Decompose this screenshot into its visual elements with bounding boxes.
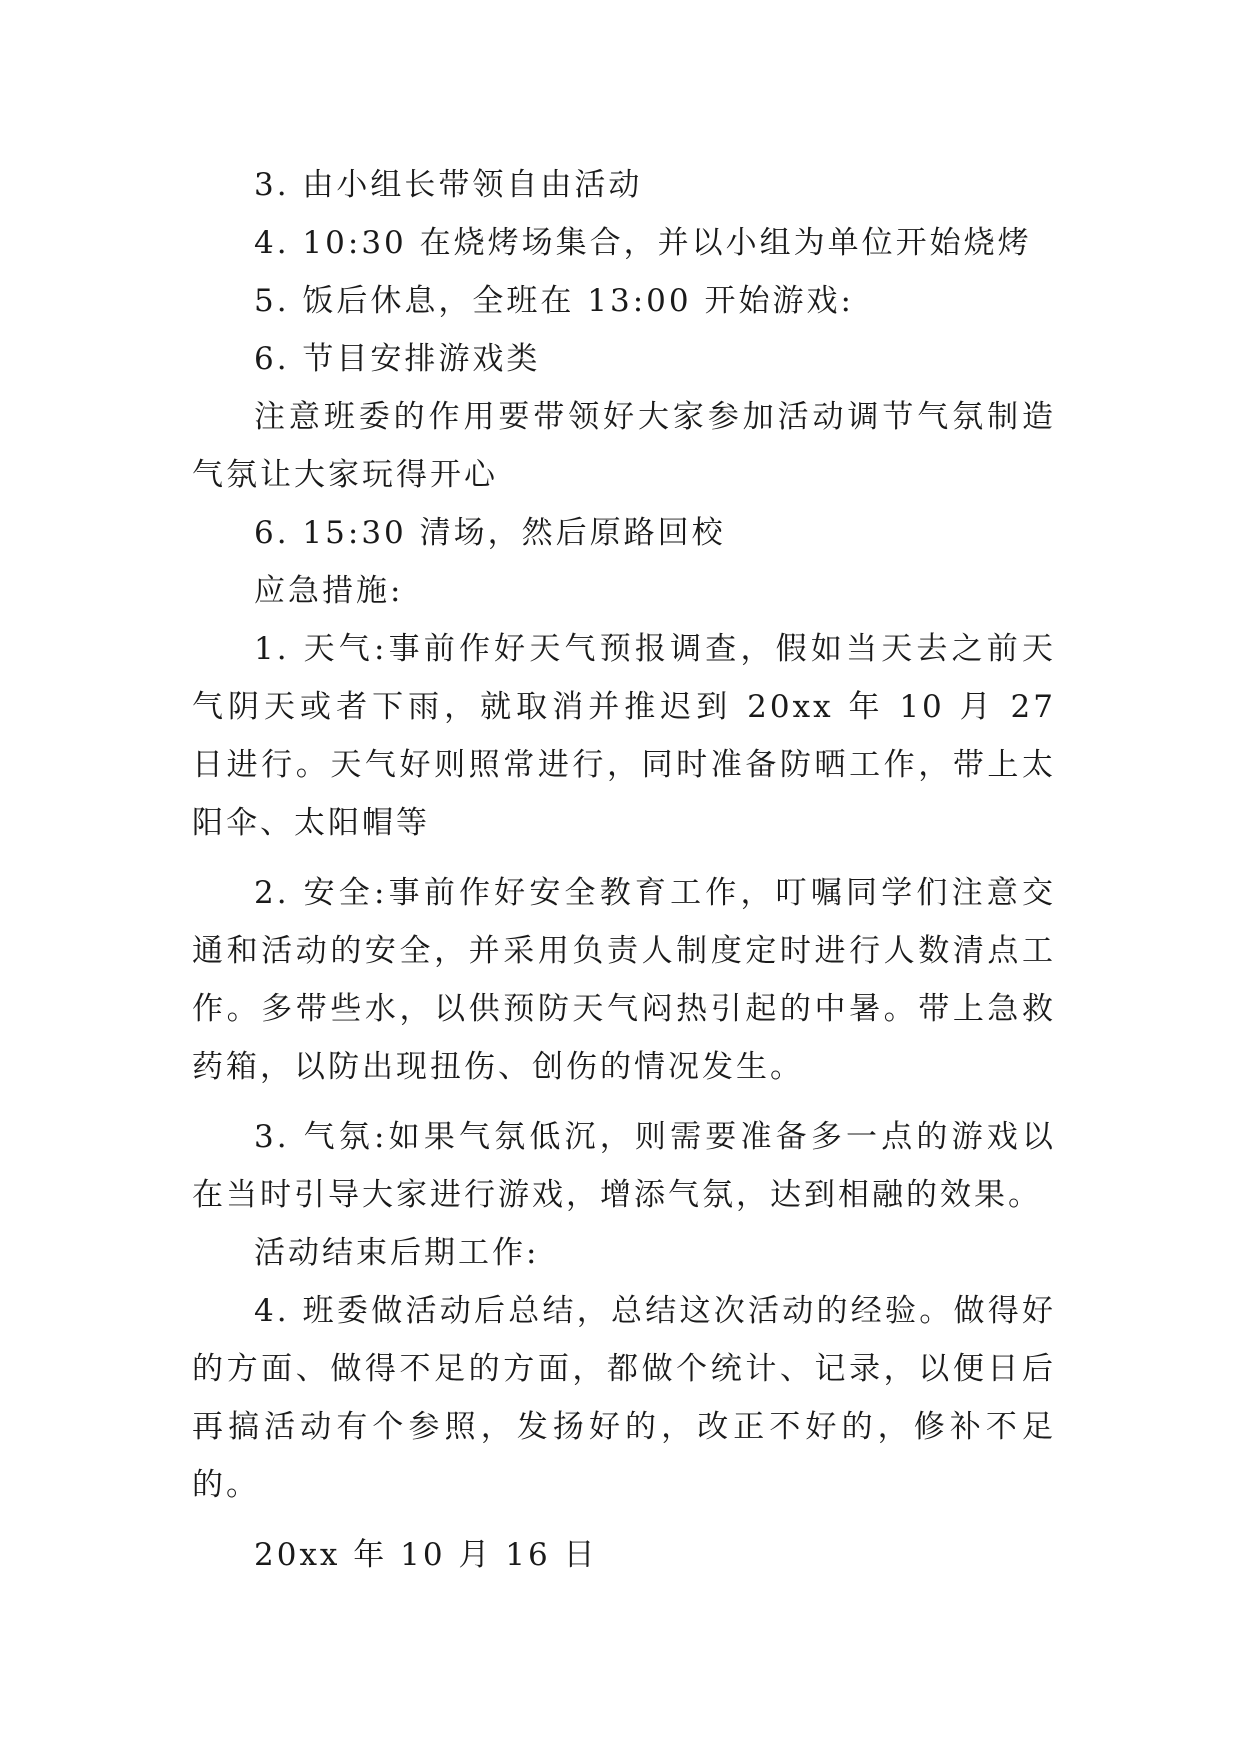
document-date: 20xx 年 10 月 16 日 bbox=[254, 1537, 598, 1573]
paragraph-step-3: 3. 由小组长带领自由活动 bbox=[254, 167, 643, 203]
paragraph-step-5: 5. 饭后休息，全班在 13:00 开始游戏: bbox=[254, 283, 854, 319]
paragraph-step-6: 6. 节目安排游戏类 bbox=[254, 341, 541, 377]
paragraph-note: 注意班委的作用要带领好大家参加活动调节气氛制造气氛让大家玩得开心 bbox=[192, 399, 1056, 493]
paragraph-safety: 2. 安全:事前作好安全教育工作，叮嘱同学们注意交通和活动的安全，并采用负责人制度定时进行人数清点工作。多带些水，以供预防天气闷热引起的中暑。带上急救药箱，以防出现扭伤、创伤的情况发生。 bbox=[192, 875, 1056, 1085]
heading-emergency-measures: 应急措施: bbox=[254, 573, 404, 609]
paragraph-step-6b: 6. 15:30 清场，然后原路回校 bbox=[254, 515, 726, 551]
paragraph-atmosphere: 3. 气氛:如果气氛低沉，则需要准备多一点的游戏以在当时引导大家进行游戏，增添气氛，达到相融的效果。 bbox=[192, 1119, 1056, 1213]
paragraph-weather: 1. 天气:事前作好天气预报调查，假如当天去之前天气阴天或者下雨，就取消并推迟到 20xx 年 10 月 27 日进行。天气好则照常进行，同时准备防晒工作，带上太阳伞、太阳帽等 bbox=[192, 631, 1056, 841]
paragraph-summary: 4. 班委做活动后总结，总结这次活动的经验。做得好的方面、做得不足的方面，都做个统计、记录，以便日后再搞活动有个参照，发扬好的，改正不好的，修补不足的。 bbox=[192, 1293, 1056, 1503]
heading-follow-up-work: 活动结束后期工作: bbox=[254, 1235, 540, 1271]
paragraph-step-4: 4. 10:30 在烧烤场集合，并以小组为单位开始烧烤 bbox=[254, 225, 1032, 261]
document-body bbox=[192, 156, 1056, 1584]
